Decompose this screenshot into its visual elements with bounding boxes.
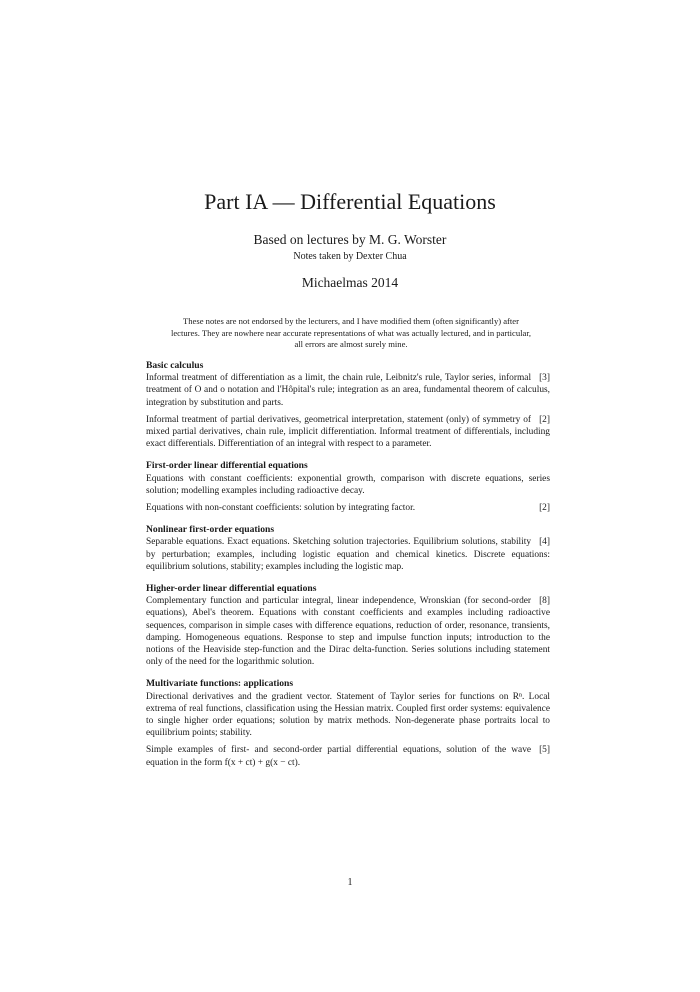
document-title: Part IA — Differential Equations (204, 189, 496, 214)
paragraph-text: Simple examples of first- and second-order partial differential equations, solution of the wave equation in the form f(x + ct) + g(x − ct). (146, 745, 532, 768)
notes-author-line: Notes taken by Dexter Chua (293, 251, 407, 262)
disclaimer-text: These notes are not endorsed by the lecturers, and I have modified them (often significantly) after lectures. They are nowhere near accurate representations of what was actually lectured, and in particular, all errors are almost surely mine. (170, 316, 532, 349)
lecturer-line: Based on lectures by M. G. Worster (253, 232, 447, 247)
lecture-count: [4] (539, 537, 550, 548)
lecture-count: [2] (539, 503, 550, 514)
paragraph-text: Informal treatment of partial derivatives, geometrical interpretation, statement (only) of symmetry of mixed partial derivatives, chain rule, implicit differentiation. Informal treatment of differentials, including exact differentials. Differentiation of an integral with respect to a parameter. (146, 414, 550, 450)
section-paragraph (146, 691, 550, 740)
section-paragraph (146, 372, 550, 409)
section-paragraph (146, 536, 550, 573)
syllabus-content (146, 360, 550, 779)
lecture-count: [2] (539, 414, 550, 425)
lecture-count: [3] (539, 373, 550, 384)
section-paragraph (146, 502, 550, 514)
section-paragraph (146, 744, 550, 768)
lecture-count: [8] (539, 596, 550, 607)
syllabus-section (146, 678, 550, 768)
section-paragraph (146, 595, 550, 668)
section-title: Higher-order linear differential equations (146, 583, 317, 595)
section-title: First-order linear differential equations (146, 460, 308, 472)
paragraph-text: Equations with constant coefficients: exponential growth, comparison with discrete equations, series solution; modelling examples including radioactive decay. (146, 473, 550, 496)
paragraph-text: Directional derivatives and the gradient vector. Statement of Taylor series for functions on Rⁿ. Local extrema of real functions, classification using the Hessian matrix. Coupled first order systems: equivalence to single higher order equations; solution by matrix methods. Non-degenerate phase portraits local to equilibrium points; stability. (146, 691, 550, 739)
syllabus-section (146, 583, 550, 668)
section-title: Basic calculus (146, 360, 204, 371)
paragraph-text: Informal treatment of differentiation as a limit, the chain rule, Leibnitz's rule, Taylor series, informal treatment of O and o notation and l'Hôpital's rule; integration as an area, fundamental theorem of calculus, integration by substitution and parts. (146, 373, 550, 408)
paragraph-text: Separable equations. Exact equations. Sketching solution trajectories. Equilibrium solutions, stability by perturbation; examples, including logistic equation and chemical kinetics. Discrete equations: equilibrium solutions, stability; examples including the logistic map. (146, 537, 550, 572)
paragraph-text: Complementary function and particular integral, linear independence, Wronskian (for second-order equations), Abel's theorem. Equations with constant coefficients and examples including radioactive sequences, comparison in simple cases with difference equations, reduction of order, resonance, transients, damping. Homogeneous equations. Response to step and impulse function inputs; introduction to the notions of the Heaviside step-function and the Dirac delta-function. Series solutions including statement only of the need for the logarithmic solution. (146, 596, 550, 668)
section-title: Nonlinear first-order equations (146, 524, 275, 536)
section-paragraph (146, 473, 550, 497)
syllabus-section (146, 460, 550, 514)
section-title: Multivariate functions: applications (146, 678, 294, 690)
syllabus-section (146, 360, 550, 450)
lecture-count: [5] (539, 745, 550, 756)
page-number: 1 (347, 877, 353, 888)
section-paragraph (146, 414, 550, 451)
paragraph-text: Equations with non-constant coefficients: solution by integrating factor. (146, 503, 416, 514)
syllabus-section (146, 524, 550, 573)
term-label: Michaelmas 2014 (301, 275, 399, 290)
